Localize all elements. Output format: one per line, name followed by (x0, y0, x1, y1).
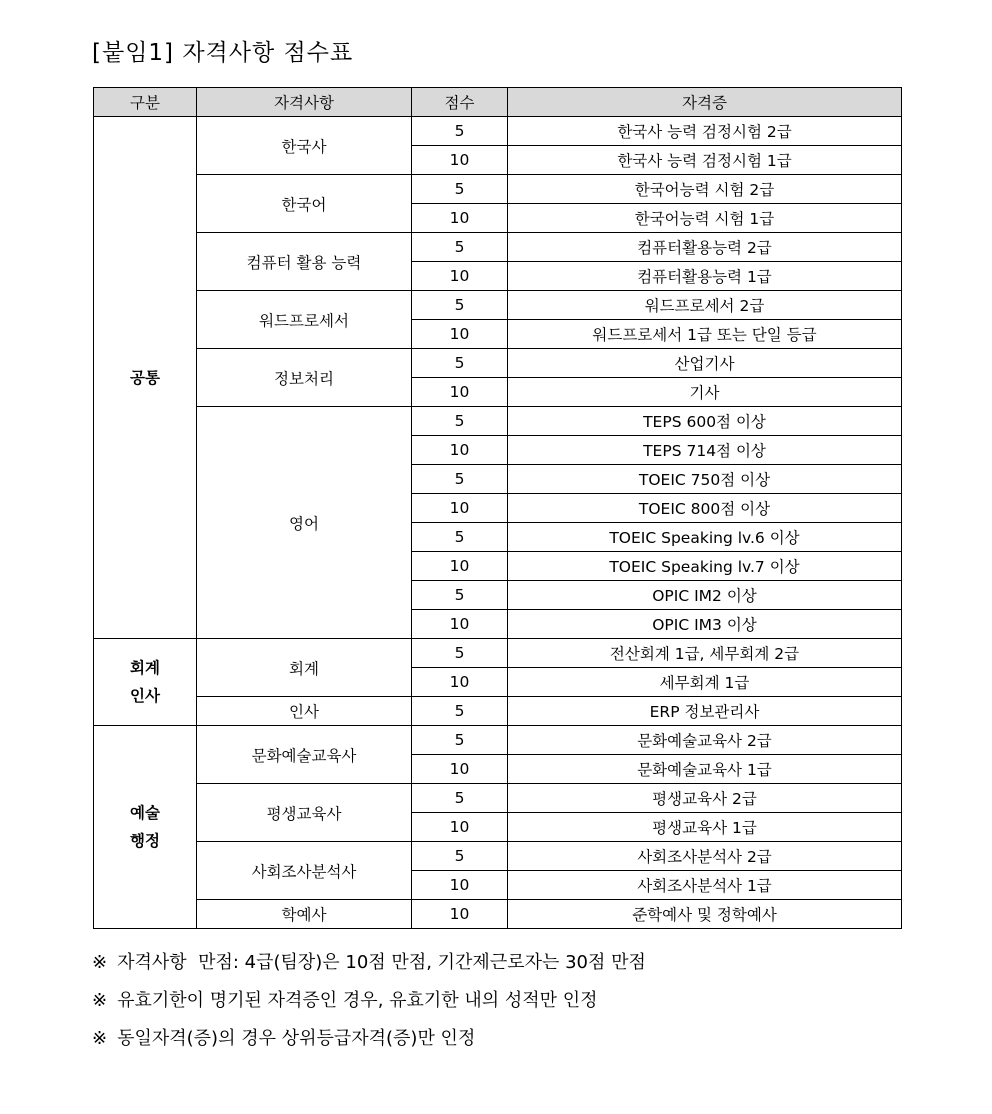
certificate-cell: 워드프로세서 2급 (508, 291, 902, 320)
score-cell: 5 (412, 233, 508, 262)
certificate-cell: 문화예술교육사 2급 (508, 726, 902, 755)
certificate-cell: 한국어능력 시험 2급 (508, 175, 902, 204)
note-text: 유효기한이 명기된 자격증인 경우, 유효기한 내의 성적만 인정 (117, 990, 598, 1011)
category-label: 행정 (130, 832, 160, 850)
certificate-cell: 기사 (508, 378, 902, 407)
category-cell (94, 117, 197, 639)
qualification-cell: 문화예술교육사 (197, 726, 412, 784)
certificate-cell: 한국사 능력 검정시험 1급 (508, 146, 902, 175)
note-text: 자격사항 만점: 4급(팀장)은 10점 만점, 기간제근로자는 30점 만점 (117, 952, 646, 973)
certificate-cell: 사회조사분석사 1급 (508, 871, 902, 900)
note-item (92, 1026, 646, 1064)
score-cell: 5 (412, 523, 508, 552)
score-cell: 10 (412, 813, 508, 842)
table-row (94, 784, 902, 813)
score-cell: 5 (412, 784, 508, 813)
score-cell: 10 (412, 262, 508, 291)
score-cell: 5 (412, 697, 508, 726)
note-item (92, 988, 646, 1026)
qualification-cell: 사회조사분석사 (197, 842, 412, 900)
qualification-cell: 평생교육사 (197, 784, 412, 842)
table-row (94, 900, 902, 929)
score-cell: 10 (412, 146, 508, 175)
certificate-cell: 산업기사 (508, 349, 902, 378)
certificate-cell: TEPS 600점 이상 (508, 407, 902, 436)
score-cell: 10 (412, 755, 508, 784)
category-cell (94, 639, 197, 726)
category-label: 공통 (130, 368, 160, 387)
score-cell: 10 (412, 900, 508, 929)
score-cell: 10 (412, 610, 508, 639)
header-qualification: 자격사항 (197, 88, 412, 117)
table-row (94, 233, 902, 262)
page-title: [붙임1] 자격사항 점수표 (92, 40, 354, 66)
certificate-cell: TOEIC 750점 이상 (508, 465, 902, 494)
qualification-cell: 학예사 (197, 900, 412, 929)
score-cell: 5 (412, 291, 508, 320)
category-label: 예술 (130, 804, 160, 822)
notes (92, 950, 646, 1064)
category-cell (94, 726, 197, 929)
score-cell: 5 (412, 349, 508, 378)
score-table (93, 87, 902, 929)
note-mark: ※ (92, 990, 108, 1011)
certificate-cell: TEPS 714점 이상 (508, 436, 902, 465)
header-score: 점수 (412, 88, 508, 117)
qualification-cell: 정보처리 (197, 349, 412, 407)
score-cell: 10 (412, 320, 508, 349)
note-mark: ※ (92, 952, 108, 973)
score-cell: 5 (412, 726, 508, 755)
qualification-cell: 워드프로세서 (197, 291, 412, 349)
qualification-cell: 한국사 (197, 117, 412, 175)
table-row (94, 175, 902, 204)
certificate-cell: TOEIC Speaking lv.7 이상 (508, 552, 902, 581)
certificate-cell: TOEIC Speaking lv.6 이상 (508, 523, 902, 552)
qualification-cell: 한국어 (197, 175, 412, 233)
certificate-cell: TOEIC 800점 이상 (508, 494, 902, 523)
score-cell: 10 (412, 552, 508, 581)
note-mark: ※ (92, 1028, 108, 1049)
score-cell: 10 (412, 494, 508, 523)
certificate-cell: 한국사 능력 검정시험 2급 (508, 117, 902, 146)
score-cell: 5 (412, 639, 508, 668)
table-row (94, 291, 902, 320)
score-cell: 10 (412, 204, 508, 233)
note-item (92, 950, 646, 988)
score-cell: 5 (412, 175, 508, 204)
score-cell: 10 (412, 378, 508, 407)
note-text: 동일자격(증)의 경우 상위등급자격(증)만 인정 (117, 1028, 476, 1049)
category-label: 회계 (130, 659, 160, 677)
certificate-cell: 워드프로세서 1급 또는 단일 등급 (508, 320, 902, 349)
score-cell: 10 (412, 436, 508, 465)
score-cell: 5 (412, 465, 508, 494)
category-label: 인사 (130, 687, 160, 705)
score-cell: 5 (412, 581, 508, 610)
certificate-cell: OPIC IM2 이상 (508, 581, 902, 610)
certificate-cell: 평생교육사 2급 (508, 784, 902, 813)
certificate-cell: ERP 정보관리사 (508, 697, 902, 726)
certificate-cell: 사회조사분석사 2급 (508, 842, 902, 871)
header-certificate: 자격증 (508, 88, 902, 117)
qualification-cell: 컴퓨터 활용 능력 (197, 233, 412, 291)
table-body (94, 117, 902, 929)
qualification-cell: 인사 (197, 697, 412, 726)
certificate-cell: 준학예사 및 정학예사 (508, 900, 902, 929)
table-row (94, 726, 902, 755)
certificate-cell: 전산회계 1급, 세무회계 2급 (508, 639, 902, 668)
certificate-cell: 세무회계 1급 (508, 668, 902, 697)
score-cell: 5 (412, 407, 508, 436)
certificate-cell: 컴퓨터활용능력 1급 (508, 262, 902, 291)
table-header-row (94, 88, 902, 117)
certificate-cell: 한국어능력 시험 1급 (508, 204, 902, 233)
certificate-cell: 평생교육사 1급 (508, 813, 902, 842)
header-category: 구분 (94, 88, 197, 117)
table-row (94, 639, 902, 668)
table-row (94, 407, 902, 436)
qualification-cell: 영어 (197, 407, 412, 639)
table-row (94, 842, 902, 871)
qualification-cell: 회계 (197, 639, 412, 697)
score-cell: 10 (412, 668, 508, 697)
table-row (94, 349, 902, 378)
score-cell: 10 (412, 871, 508, 900)
table-row (94, 697, 902, 726)
certificate-cell: 컴퓨터활용능력 2급 (508, 233, 902, 262)
table-row (94, 117, 902, 146)
score-cell: 5 (412, 842, 508, 871)
certificate-cell: 문화예술교육사 1급 (508, 755, 902, 784)
score-cell: 5 (412, 117, 508, 146)
certificate-cell: OPIC IM3 이상 (508, 610, 902, 639)
